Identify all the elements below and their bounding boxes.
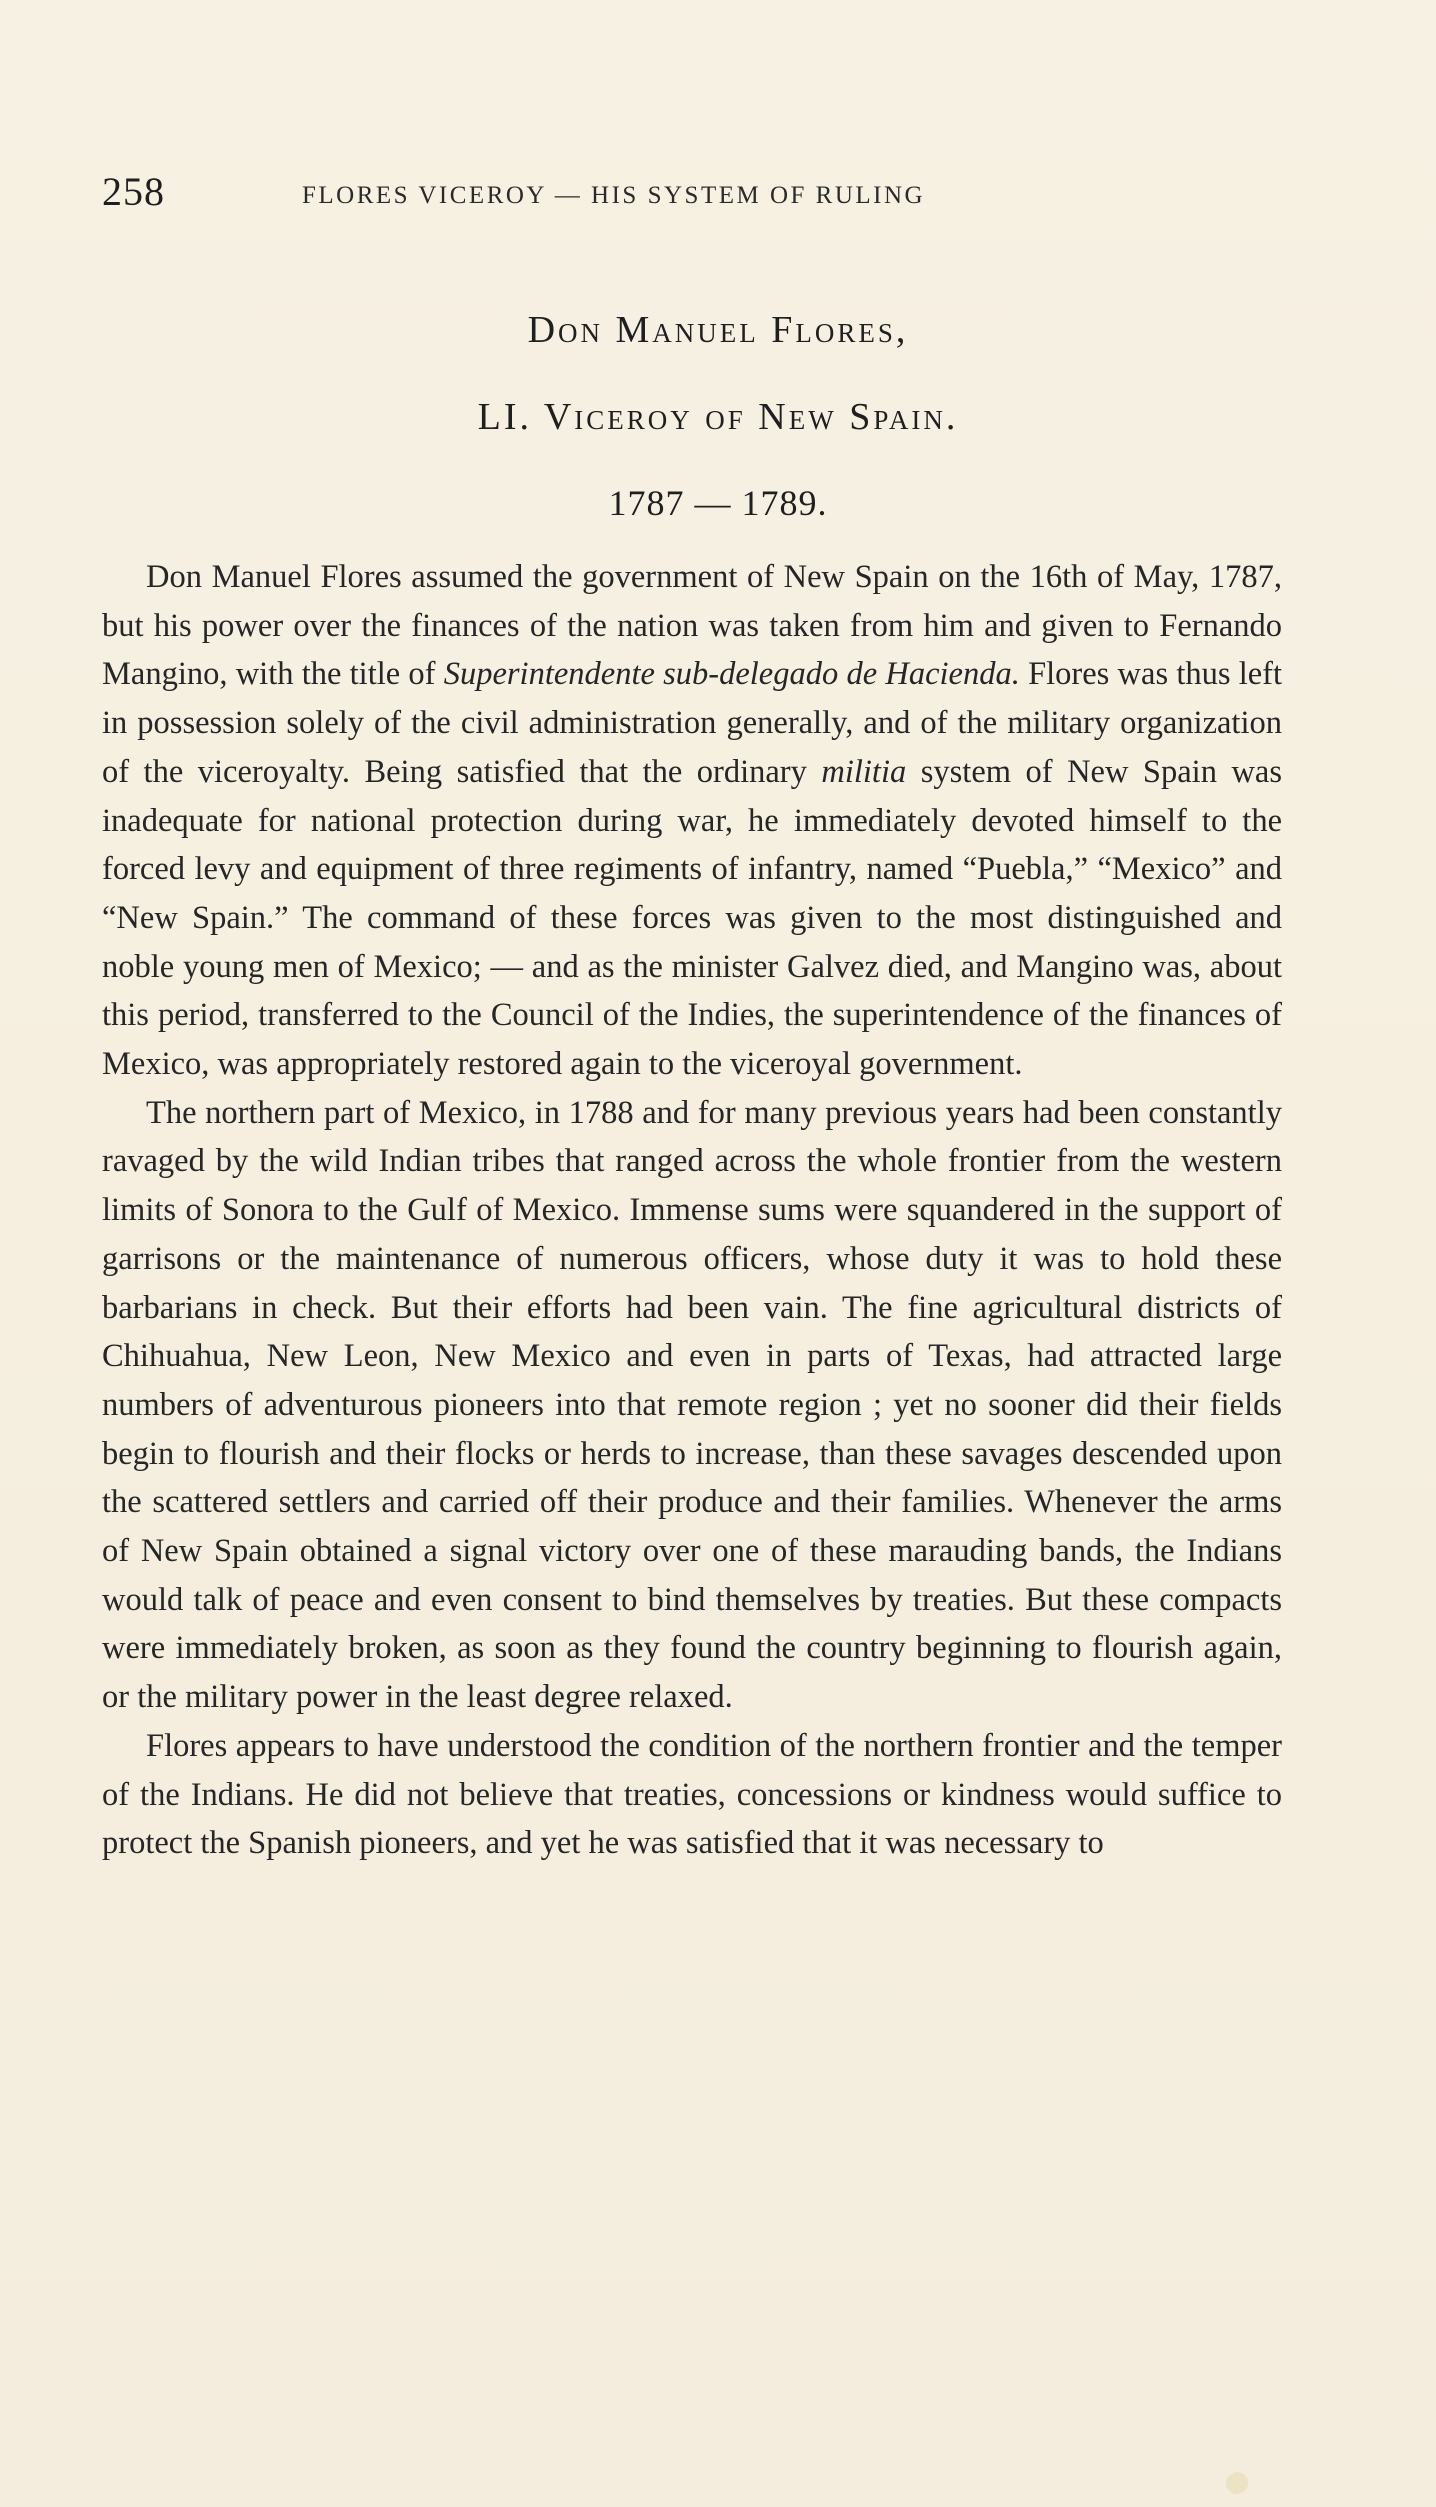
body-text: [102, 553, 1282, 1868]
running-head: [102, 168, 1292, 218]
chapter-heading-title: LI. Viceroy of New Spain.: [477, 396, 959, 438]
paragraph-1-italic-militia: militia: [821, 753, 907, 790]
paragraph-3: Flores appears to have understood the condition of the northern frontier and the temper of the Indians. He did not believe that treaties, concessions or kindness would suffice to protect the Spanish pioneers, and yet he was satisfied that it was necessary to: [102, 1727, 1282, 1862]
paragraph-1-text-a: Don Manuel Flores assumed the government of New Spain on the 16th of May, 1787, but his power over the finances of the nation was taken from him and given to Fernando Mangino, with the title of: [102, 559, 1282, 693]
paragraph-1-text-e: system of New Spain was inadequate for national protection during war, he immediately devoted himself to the forced levy and equipment of three regiments of infantry, named “Puebla,” “Mexico” and “New Spain.” The command of these forces was given to the most distinguished and noble young men of Mexico; — and as the minister Galvez died, and Mangino was, about this period, transferred to the Council of the Indies, the superintendence of the finances of Mexico, was appropriately restored again to the viceroyal government.: [102, 753, 1282, 1083]
chapter-heading-name: Don Manuel Flores,: [527, 309, 909, 351]
paragraph-1: [102, 553, 1282, 1089]
page-number: 258: [102, 169, 165, 214]
paper-smudge: [1226, 2472, 1248, 2494]
paragraph-2: The northern part of Mexico, in 1788 and for many previous years had been constantly ravaged by the wild Indian tribes that ranged across the whole frontier from the western limits of Sonora to the Gulf of Mexico. Immense sums were squandered in the support of garrisons or the maintenance of numerous officers, whose duty it was to hold these barbarians in check. But their efforts had been vain. The fine agricultural districts of Chihuahua, New Leon, New Mexico and even in parts of Texas, had attracted large numbers of adventurous pioneers into that remote region ; yet no sooner did their fields begin to flourish and their flocks or herds to increase, than these savages descended upon the scattered settlers and carried off their produce and their families. Whenever the arms of New Spain obtained a signal victory over one of these marauding bands, the Indians would talk of peace and even consent to bind themselves by treaties. But these compacts were immediately broken, as soon as they found the country beginning to flourish again, or the military power in the least degree relaxed.: [102, 1094, 1282, 1716]
chapter-heading-years: 1787 — 1789.: [608, 483, 828, 523]
paragraph-1-italic-title: Superintendente sub-delegado de Hacienda.: [443, 656, 1020, 693]
paragraph-1-text-c: Flores was thus left in possession solely of the civil administration generally, and of the military organization of the viceroyalty. Being satisfied that the ordinary: [102, 656, 1283, 790]
running-title: FLORES VICEROY — HIS SYSTEM OF RULING: [302, 182, 926, 209]
